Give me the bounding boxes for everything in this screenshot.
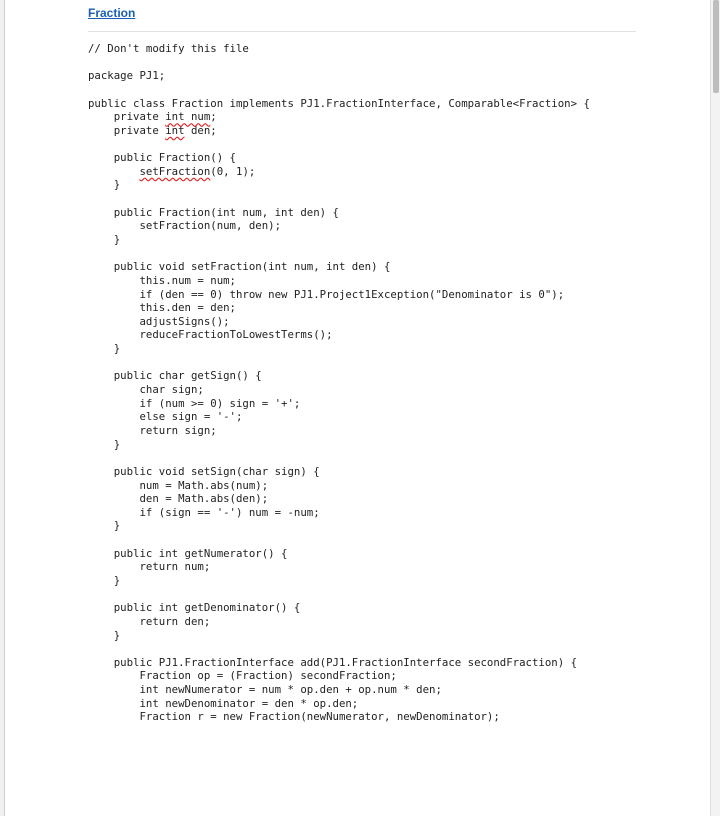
code-line: num = Math.abs(num); (88, 478, 269, 492)
code-line: public char getSign() { (88, 369, 262, 383)
code-line (88, 56, 590, 70)
code-line: if (sign == '-') num = -num; (88, 505, 320, 519)
code-line: package PJ1; (88, 69, 166, 83)
spellcheck-underline: int (165, 123, 185, 137)
code-line: } (88, 178, 121, 192)
code-line: public void setFraction(int num, int den) { (88, 260, 391, 274)
code-line: } (88, 573, 121, 587)
code-line (88, 533, 590, 547)
code-line: } (88, 342, 121, 356)
code-line (88, 83, 590, 97)
spellcheck-underline: int num (165, 110, 211, 124)
spellcheck-underline: setFraction (139, 164, 211, 178)
code-line: return num; (88, 560, 211, 574)
code-line: public class Fraction implements PJ1.FractionInterface, Comparable<Fraction> { (88, 96, 590, 110)
code-line: public int getNumerator() { (88, 546, 288, 560)
code-line: if (den == 0) throw new PJ1.Project1Exception("Denominator is 0"); (88, 287, 565, 301)
code-line (88, 192, 590, 206)
code-line: adjustSigns(); (88, 314, 230, 328)
code-line (88, 356, 590, 370)
code-line (88, 588, 590, 602)
code-line: public int getDenominator() { (88, 601, 301, 615)
document-page (4, 0, 712, 816)
code-line: else sign = '-'; (88, 410, 243, 424)
code-line: } (88, 437, 121, 451)
code-line: char sign; (88, 383, 204, 397)
code-line: return sign; (88, 423, 217, 437)
code-line: reduceFractionToLowestTerms(); (88, 328, 333, 342)
divider (88, 31, 636, 32)
code-line: public Fraction(int num, int den) { (88, 205, 339, 219)
code-line: int newDenominator = den * op.den; (88, 696, 359, 710)
code-line: public void setSign(char sign) { (88, 464, 320, 478)
code-line: // Don't modify this file (88, 42, 249, 55)
code-line: private int den; (88, 123, 217, 137)
fraction-file-link[interactable]: Fraction (88, 6, 136, 20)
code-block (88, 42, 590, 724)
code-line: public Fraction() { (88, 151, 236, 165)
code-line (88, 247, 590, 261)
code-line (88, 642, 590, 656)
code-line: } (88, 628, 121, 642)
code-line: public PJ1.FractionInterface add(PJ1.FractionInterface secondFraction) { (88, 655, 578, 669)
code-line: private int num; (88, 110, 217, 124)
code-line: if (num >= 0) sign = '+'; (88, 396, 301, 410)
code-line: Fraction op = (Fraction) secondFraction; (88, 669, 397, 683)
code-line: den = Math.abs(den); (88, 492, 269, 506)
code-line: Fraction r = new Fraction(newNumerator, newDenominator); (88, 710, 500, 724)
code-line (88, 137, 590, 151)
scrollbar-thumb[interactable] (713, 0, 719, 93)
code-line: int newNumerator = num * op.den + op.num * den; (88, 683, 442, 697)
code-line: } (88, 232, 121, 246)
code-line: this.num = num; (88, 273, 236, 287)
code-line: return den; (88, 614, 211, 628)
code-line: } (88, 519, 121, 533)
code-line: setFraction(num, den); (88, 219, 282, 233)
vertical-scrollbar[interactable] (710, 0, 720, 816)
code-line: this.den = den; (88, 301, 236, 315)
code-line (88, 451, 590, 465)
code-line: setFraction(0, 1); (139, 164, 256, 178)
